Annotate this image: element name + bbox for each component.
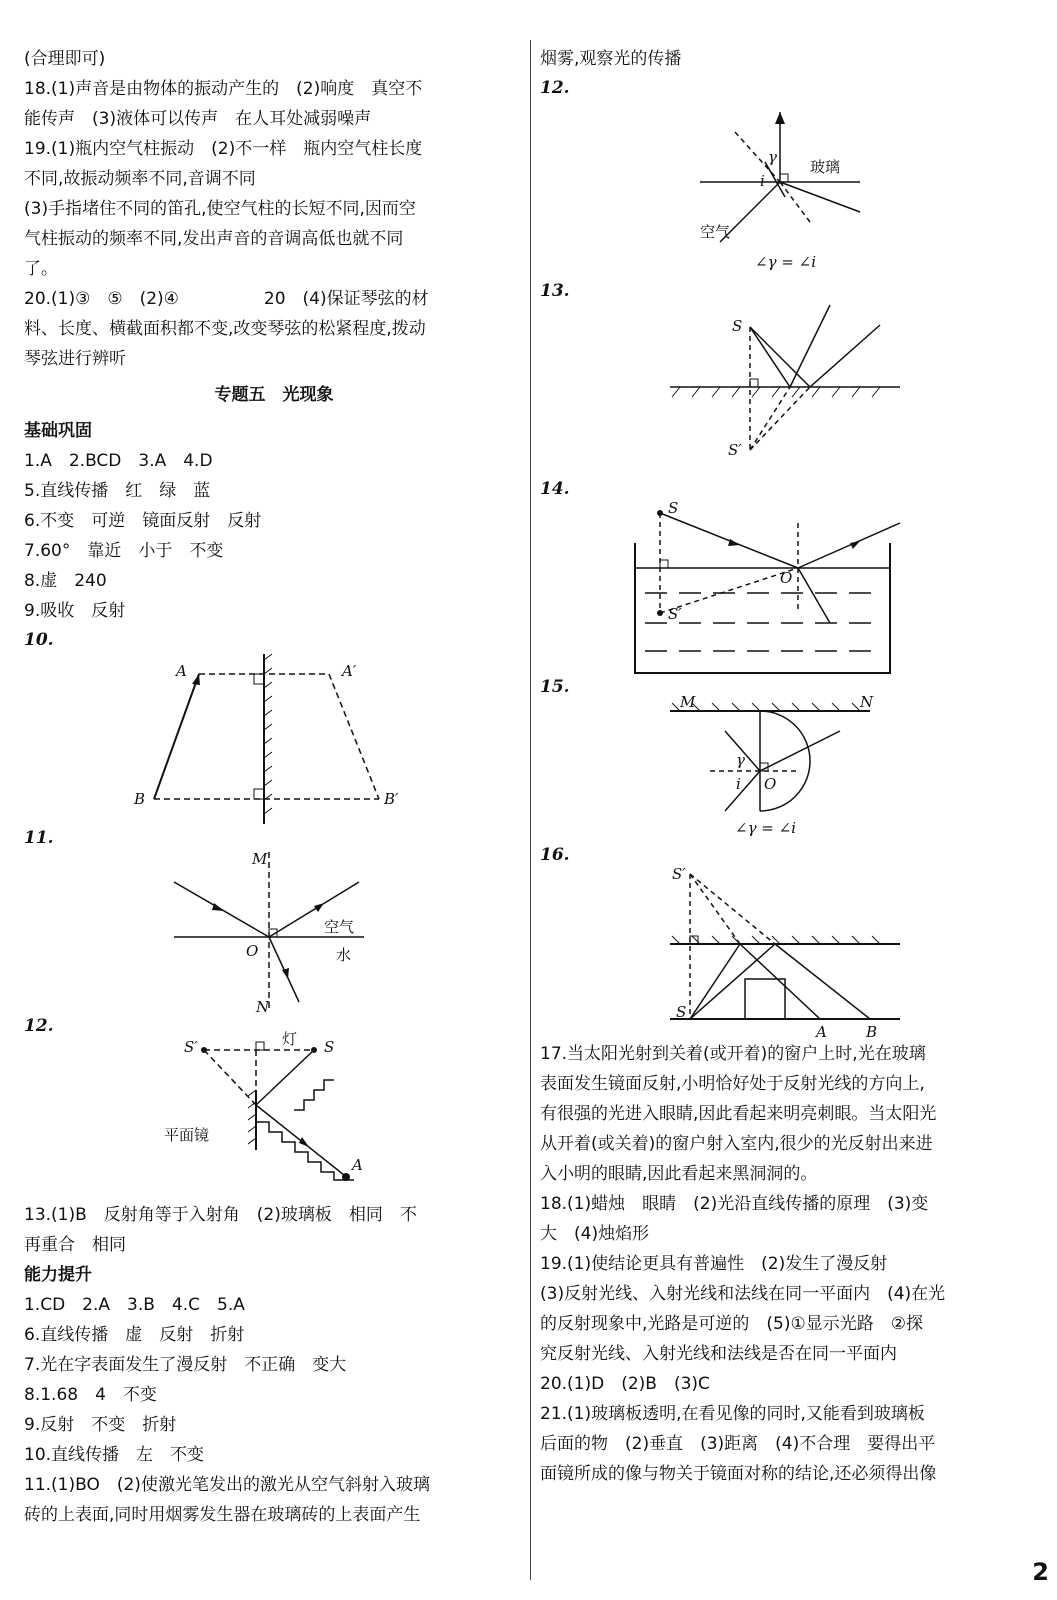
svg-text:S′: S′ <box>728 441 742 459</box>
svg-text:水: 水 <box>336 946 352 964</box>
answer-line: 7.60° 靠近 小于 不变 <box>24 541 224 561</box>
q10-label: 10. <box>24 630 54 650</box>
answer-line: (3)手指堵住不同的笛孔,使空气柱的长短不同,因而空 <box>24 199 416 219</box>
answer-line: 气柱振动的频率不同,发出声音的音调高低也就不同 <box>24 229 404 249</box>
r-q15-label: 15. <box>540 677 570 697</box>
answer-line: 面镜所成的像与物关于镜面对称的结论,还必须得出像 <box>540 1464 937 1484</box>
answer-line: 大 (4)烛焰形 <box>540 1224 650 1244</box>
r-q16-label: 16. <box>540 845 570 865</box>
answer-line: 再重合 相同 <box>24 1235 126 1255</box>
svg-text:灯: 灯 <box>282 1030 298 1048</box>
answer-line: 9.吸收 反射 <box>24 601 126 621</box>
svg-text:玻璃: 玻璃 <box>810 158 841 176</box>
svg-text:平面镜: 平面镜 <box>164 1126 210 1144</box>
left-answers-top <box>24 44 524 374</box>
svg-text:M: M <box>252 850 268 868</box>
answer-line: 琴弦进行辨听 <box>24 349 126 369</box>
right-answers <box>540 1039 1040 1489</box>
answer-line: 后面的物 (2)垂直 (3)距离 (4)不合理 要得出平 <box>540 1434 936 1454</box>
svg-text:S′: S′ <box>184 1038 198 1056</box>
svg-text:S′: S′ <box>672 865 686 883</box>
answer-line: 从开着(或关着)的窗户射入室内,很少的光反射出来进 <box>540 1134 933 1154</box>
left-column <box>24 44 524 1530</box>
q12-label: 12. <box>24 1016 54 1036</box>
answer-line: 10.直线传播 左 不变 <box>24 1445 205 1465</box>
answer-line: 21.(1)玻璃板透明,在看见像的同时,又能看到玻璃板 <box>540 1404 925 1424</box>
svg-text:N: N <box>860 693 874 711</box>
answer-line: 入小明的眼睛,因此看起来黑洞洞的。 <box>540 1164 818 1184</box>
figure-10-mirror-image <box>24 654 524 824</box>
right-column <box>540 44 1040 1489</box>
svg-text:B′: B′ <box>384 790 399 808</box>
section-title: 专题五 光现象 <box>214 385 334 405</box>
svg-text:空气: 空气 <box>324 918 355 936</box>
answer-line: 11.(1)BO (2)使激光笔发出的激光从空气斜射入玻璃 <box>24 1475 430 1495</box>
answer-line: 8.1.68 4 不变 <box>24 1385 157 1405</box>
svg-text:γ: γ <box>768 148 777 166</box>
answer-line: 7.光在字表面发生了漫反射 不正确 变大 <box>24 1355 347 1375</box>
figure-r13-reflection <box>540 305 1040 475</box>
answer-line: 19.(1)瓶内空气柱振动 (2)不一样 瓶内空气柱长度 <box>24 139 423 159</box>
svg-text:i: i <box>736 775 741 793</box>
figure-r12-glass <box>540 102 1040 277</box>
svg-text:B: B <box>866 1023 878 1041</box>
answer-line: 表面发生镜面反射,小明恰好处于反射光线的方向上, <box>540 1074 925 1094</box>
answer-line: 5.直线传播 红 绿 蓝 <box>24 481 211 501</box>
figure-r14-water <box>540 499 1040 673</box>
svg-text:S′: S′ <box>668 605 682 623</box>
figure-11-refraction <box>24 850 524 1016</box>
ability-title: 能力提升 <box>24 1265 92 1285</box>
svg-text:∠γ = ∠i: ∠γ = ∠i <box>755 253 817 271</box>
answer-line: (合理即可) <box>24 49 106 69</box>
svg-text:∠γ = ∠i: ∠γ = ∠i <box>735 819 797 837</box>
answer-line: 6.不变 可逆 镜面反射 反射 <box>24 511 262 531</box>
svg-text:O: O <box>764 775 777 793</box>
answer-line: 究反射光线、入射光线和法线是否在同一平面内 <box>540 1344 897 1364</box>
page-number: 2 <box>1032 1558 1049 1586</box>
q13-answer <box>24 1200 524 1260</box>
answer-line: 18.(1)声音是由物体的振动产生的 (2)响度 真空不 <box>24 79 423 99</box>
answer-line: 砖的上表面,同时用烟雾发生器在玻璃砖的上表面产生 <box>24 1505 421 1525</box>
q11-label: 11. <box>24 828 54 848</box>
r-q12-label: 12. <box>540 78 570 98</box>
answer-line: 料、长度、横截面积都不变,改变琴弦的松紧程度,拨动 <box>24 319 426 339</box>
r-q14-label: 14. <box>540 479 570 499</box>
figure-r16-mirror <box>540 865 1040 1041</box>
answer-line: 9.反射 不变 折射 <box>24 1415 177 1435</box>
svg-text:B: B <box>134 790 146 808</box>
svg-text:A: A <box>816 1023 827 1041</box>
svg-text:S: S <box>324 1038 335 1056</box>
answer-line: 19.(1)使结论更具有普遍性 (2)发生了漫反射 <box>540 1254 888 1274</box>
column-divider <box>530 40 531 1580</box>
answer-line: 13.(1)B 反射角等于入射角 (2)玻璃板 相同 不 <box>24 1205 417 1225</box>
svg-text:空气: 空气 <box>700 223 731 241</box>
svg-text:i: i <box>760 172 765 190</box>
basic-answers <box>24 446 524 626</box>
answer-line: 20.(1)D (2)B (3)C <box>540 1374 710 1394</box>
answer-line: 1.A 2.BCD 3.A 4.D <box>24 451 213 471</box>
figure-12-mirror-lamp <box>24 1030 524 1200</box>
answer-line: 了。 <box>24 259 58 279</box>
figure-r15-semicircle <box>540 693 1040 841</box>
answer-line: 不同,故振动频率不同,音调不同 <box>24 169 256 189</box>
r-q13-label: 13. <box>540 281 570 301</box>
svg-text:A: A <box>352 1156 363 1174</box>
svg-text:N: N <box>256 998 270 1016</box>
answer-line: 的反射现象中,光路是可逆的 (5)①显示光路 ②探 <box>540 1314 923 1334</box>
answer-line: 18.(1)蜡烛 眼睛 (2)光沿直线传播的原理 (3)变 <box>540 1194 929 1214</box>
answer-line: 6.直线传播 虚 反射 折射 <box>24 1325 245 1345</box>
svg-text:γ: γ <box>736 751 745 769</box>
ability-answers <box>24 1290 524 1530</box>
answer-line: 20.(1)③ ⑤ (2)④ 20 (4)保证琴弦的材 <box>24 289 429 309</box>
svg-text:A: A <box>176 662 187 680</box>
svg-text:O: O <box>780 569 793 587</box>
answer-line: 8.虚 240 <box>24 571 107 591</box>
svg-text:S: S <box>676 1003 687 1021</box>
svg-text:O: O <box>246 942 259 960</box>
answer-line: 17.当太阳光射到关着(或开着)的窗户上时,光在玻璃 <box>540 1044 926 1064</box>
basic-title: 基础巩固 <box>24 421 92 441</box>
answer-line: 有很强的光进入眼睛,因此看起来明亮刺眼。当太阳光 <box>540 1104 937 1124</box>
svg-text:S: S <box>732 317 743 335</box>
answer-line: 1.CD 2.A 3.B 4.C 5.A <box>24 1295 245 1315</box>
svg-text:S: S <box>668 499 679 517</box>
right-top-line: 烟雾,观察光的传播 <box>540 49 682 69</box>
svg-text:M: M <box>680 693 696 711</box>
answer-line: 能传声 (3)液体可以传声 在人耳处减弱噪声 <box>24 109 372 129</box>
svg-text:A′: A′ <box>342 662 357 680</box>
answer-line: (3)反射光线、入射光线和法线在同一平面内 (4)在光 <box>540 1284 946 1304</box>
